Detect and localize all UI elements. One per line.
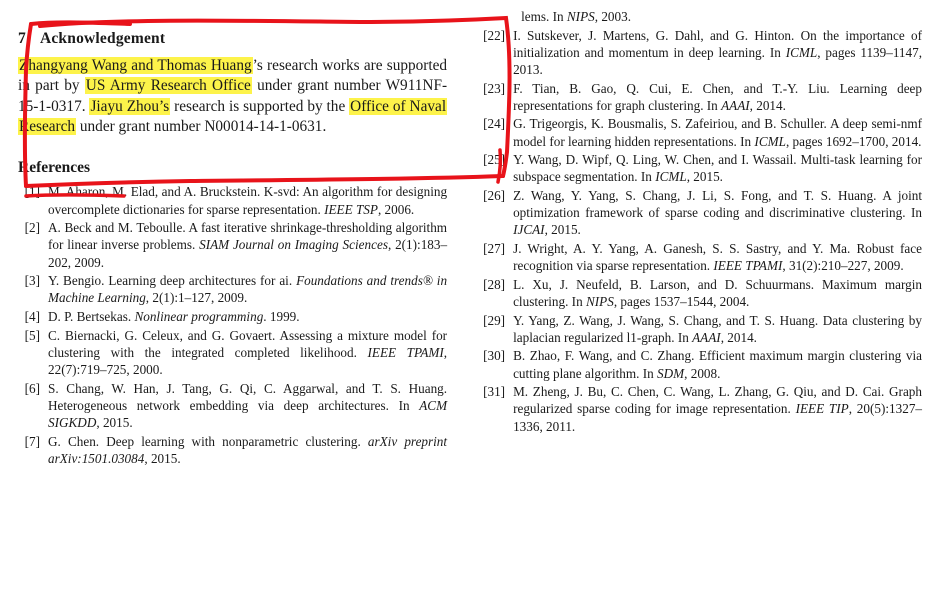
acknowledgement-paragraph	[18, 56, 447, 137]
acknowledgement-heading	[18, 30, 447, 48]
references-heading: References	[18, 159, 91, 177]
highlighted-text-0: Zhangyang Wang and Thomas Huang	[19, 57, 252, 74]
reference-item	[483, 312, 922, 346]
reference-item	[483, 80, 922, 114]
reference-number: [27]	[483, 241, 506, 257]
reference-text: M. Zheng, J. Bu, C. Chen, C. Wang, L. Zhang, G. Qiu, and D. Cai. Graph regularized sparse coding for image representation. IEEE TIP, 20(5):1327–1336, 2011.	[513, 384, 923, 434]
reference-item	[483, 151, 922, 185]
reference-text: Y. Yang, Z. Wang, J. Wang, S. Chang, and T. S. Huang. Data clustering by laplacian regularized l1-graph. In AAAI, 2014.	[513, 312, 922, 345]
reference-list-right	[483, 27, 922, 435]
reference-text: F. Tian, B. Gao, Q. Cui, E. Chen, and T.-Y. Liu. Learning deep representations for graph clustering. In AAAI, 2014.	[513, 80, 922, 113]
reference-number: [30]	[483, 348, 506, 364]
highlighted-text-6: Office of Naval Research	[19, 97, 447, 136]
highlighted-text-2: US Army Research Office	[85, 77, 251, 95]
reference-text: A. Beck and M. Teboulle. A fast iterative shrinkage-thresholding algorithm for linear inverse problems. SIAM Journal on Imaging Sciences, 2(1):183–202, 2009.	[48, 220, 448, 270]
reference-item	[483, 276, 922, 310]
reference-number: [3]	[24, 273, 40, 289]
text-run-3: under grant number W911NF-15-1-0317.	[18, 77, 448, 115]
text-run-7: under grant number N00014-14-1-0631.	[76, 118, 327, 136]
reference-text: Y. Wang, D. Wipf, Q. Ling, W. Chen, and I. Wassail. Multi-task learning for subspace segmentation. In ICML, 2015.	[513, 152, 922, 185]
reference-item	[18, 308, 447, 325]
reference-item	[483, 187, 922, 238]
reference-text: Y. Bengio. Learning deep architectures for ai. Foundations and trends® in Machine Learning, 2(1):1–127, 2009.	[48, 273, 448, 306]
reference-text: B. Zhao, F. Wang, and C. Zhang. Efficient maximum margin clustering via cutting plane algorithm. In SDM, 2008.	[513, 348, 922, 381]
continuation-line: lems. In NIPS, 2003.	[521, 9, 631, 24]
reference-number: [23]	[483, 80, 506, 96]
reference-text: J. Wright, A. Y. Yang, A. Ganesh, S. S. Sastry, and Y. Ma. Robust face recognition via sparse representation. IEEE TPAMI, 31(2):210–227, 2009.	[513, 241, 922, 274]
reference-number: [31]	[483, 384, 506, 400]
reference-text: M. Aharon, M. Elad, and A. Bruckstein. K-svd: An algorithm for designing overcomplete dictionaries for sparse representation. IEEE TSP, 2006.	[48, 184, 448, 217]
reference-number: [22]	[483, 27, 506, 43]
acknowledgement-section-title: Acknowledgement	[39, 30, 166, 47]
text-run-5: research is supported by the	[170, 97, 350, 115]
reference-number: [29]	[483, 312, 506, 328]
reference-text: L. Xu, J. Neufeld, B. Larson, and D. Schuurmans. Maximum margin clustering. In NIPS, pages 1537–1544, 2004.	[513, 276, 922, 309]
right-column	[483, 8, 922, 597]
reference-number: [2]	[24, 220, 40, 236]
text-run-1: ’s research works are supported in part by	[18, 57, 448, 95]
reference-number: [28]	[483, 276, 506, 292]
reference-item	[18, 219, 447, 270]
reference-number: [1]	[24, 184, 40, 200]
reference-item	[483, 347, 922, 381]
reference-text: C. Biernacki, G. Celeux, and G. Govaert. Assessing a mixture model for clustering with the integrated completed likelihood. IEEE TPAMI, 22(7):719–725, 2000.	[48, 327, 448, 377]
reference-text: G. Chen. Deep learning with nonparametric clustering. arXiv preprint arXiv:1501.03084, 2015.	[48, 433, 448, 466]
reference-text: S. Chang, W. Han, J. Tang, G. Qi, C. Aggarwal, and T. S. Huang. Heterogeneous network embedding via deep architectures. In ACM SIGKDD, 2015.	[48, 380, 448, 430]
left-column	[18, 8, 457, 597]
reference-item	[18, 380, 447, 431]
reference-item	[483, 115, 922, 149]
reference-number: [26]	[483, 188, 506, 204]
reference-text: I. Sutskever, J. Martens, G. Dahl, and G. Hinton. On the importance of initialization and momentum in deep learning. In ICML, pages 1139–1147, 2013.	[513, 27, 922, 77]
reference-text: D. P. Bertsekas. Nonlinear programming. 1999.	[48, 308, 300, 324]
reference-item	[18, 433, 447, 467]
reference-list-left	[18, 183, 447, 467]
reference-text: G. Trigeorgis, K. Bousmalis, S. Zafeiriou, and B. Schuller. A deep semi-nmf model for learning hidden representations. In ICML, pages 1692–1700, 2014.	[513, 116, 922, 149]
reference-item	[18, 272, 447, 306]
reference-number: [7]	[24, 433, 40, 449]
reference-item	[18, 183, 447, 217]
reference-number: [5]	[24, 327, 40, 343]
reference-number: [6]	[24, 380, 40, 396]
highlighted-text-4: Jiayu Zhou’s	[90, 97, 170, 115]
reference-item	[483, 383, 922, 434]
reference-item	[483, 240, 922, 274]
acknowledgement-section-number: 7	[18, 30, 26, 47]
reference-number: [4]	[24, 308, 40, 324]
reference-text: Z. Wang, Y. Yang, S. Chang, J. Li, S. Fong, and T. S. Huang. A joint optimization framework of sparse coding and discriminative clustering. In IJCAI, 2015.	[513, 188, 922, 238]
reference-item	[483, 27, 922, 78]
reference-item	[18, 327, 447, 378]
reference-number: [24]	[483, 116, 506, 132]
reference-number: [25]	[483, 152, 506, 168]
